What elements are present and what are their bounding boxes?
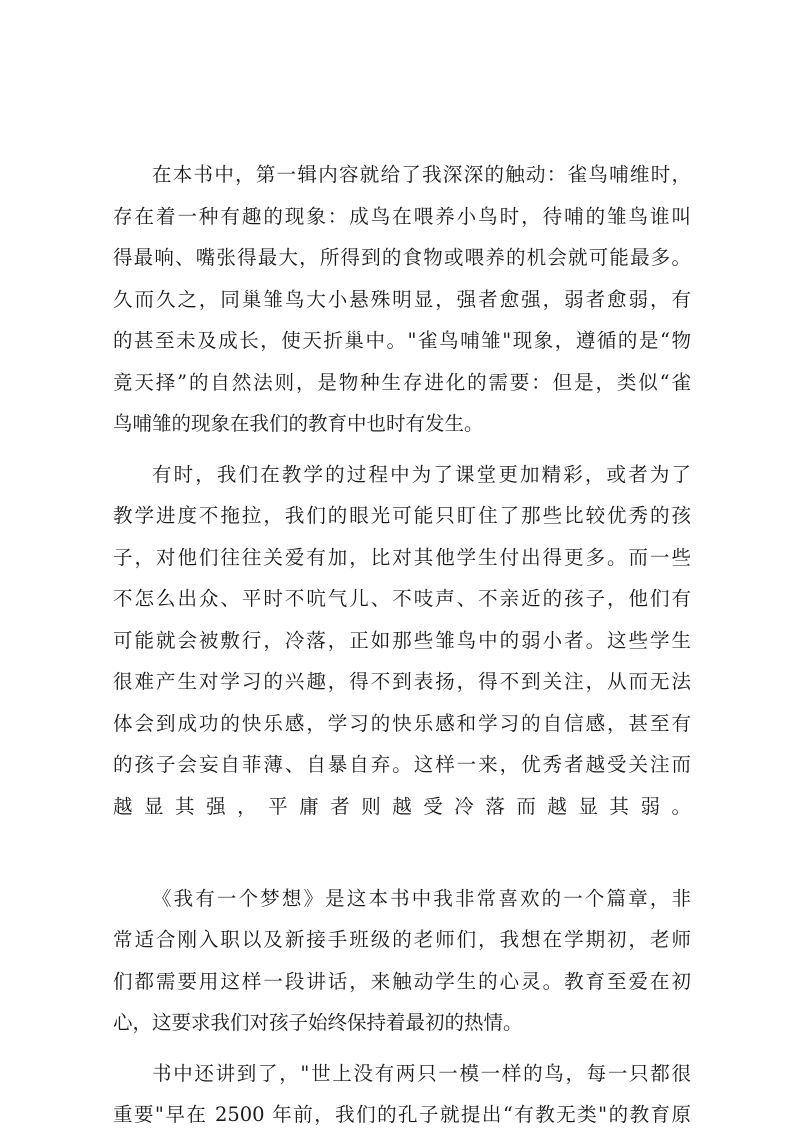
text-line [113, 827, 691, 869]
text-line: 心，这要求我们对孩子始终保持着最初的热情。 [113, 1011, 523, 1034]
text-line: 久而久之，同巢雏鸟大小悬殊明显，强者愈强，弱者愈弱，有 [113, 287, 691, 311]
text-line: 不怎么出众、平时不吭气儿、不吱声、不亲近的孩子，他们有 [113, 587, 691, 610]
text-line: 书中还讲到了，"世上没有两只一模一样的鸟，每一只都很 [152, 1061, 691, 1085]
text-line: 有时，我们在教学的过程中为了课堂更加精彩，或者为了 [152, 462, 691, 486]
paragraph-2 [113, 454, 691, 869]
text-line: 竟天择”的自然法则，是物种生存进化的需要：但是，类似“雀 [113, 370, 691, 394]
text-line: 教学进度不拖拉，我们的眼光可能只盯住了那些比较优秀的孩 [113, 504, 691, 527]
text-line: 鸟哺雏的现象在我们的教育中也时有发生。 [113, 412, 484, 435]
paragraph-4 [113, 1053, 691, 1136]
text-line: 很难产生对学习的兴趣，得不到表扬，得不到关注，从而无法 [113, 670, 691, 693]
text-line: 子，对他们往往关爱有加，比对其他学生付出得更多。而一些 [113, 545, 691, 569]
text-line: 得最响、嘴张得最大，所得到的食物或喂养的机会就可能最多。 [113, 246, 691, 269]
text-line: 存在着一种有趣的现象：成鸟在喂养小鸟时，待哺的雏鸟谁叫 [113, 204, 691, 228]
document-body [113, 154, 691, 1145]
paragraph-1 [113, 154, 691, 445]
paragraph-3 [113, 878, 691, 1044]
text-line: 重要"早在 2500 年前，我们的孔子就提出“有教无类"的教育原 [113, 1103, 691, 1126]
text-line: 越显其强，平庸者则越受冷落而越显其弱。 [113, 794, 691, 818]
text-line: 《我有一个梦想》是这本书中我非常喜欢的一个篇章，非 [152, 886, 691, 910]
text-line: 常适合刚入职以及新接手班级的老师们，我想在学期初，老师 [113, 928, 691, 951]
text-line: 的甚至未及成长，使天折巢中。"雀鸟哺雏"现象，遵循的是“物 [113, 329, 691, 352]
text-line: 体会到成功的快乐感，学习的快乐感和学习的自信感，甚至有 [113, 711, 691, 735]
text-line: 可能就会被敷行，冷落，正如那些雏鸟中的弱小者。这些学生 [113, 628, 691, 652]
text-line: 在本书中，第一辑内容就给了我深深的触动：雀鸟哺维时， [152, 163, 691, 186]
text-line: 的孩子会妄自菲薄、自暴自弃。这样一来，优秀者越受关注而 [113, 753, 691, 776]
text-line: 们都需要用这样一段讲话，来触动学生的心灵。教育至爱在初 [113, 969, 691, 993]
